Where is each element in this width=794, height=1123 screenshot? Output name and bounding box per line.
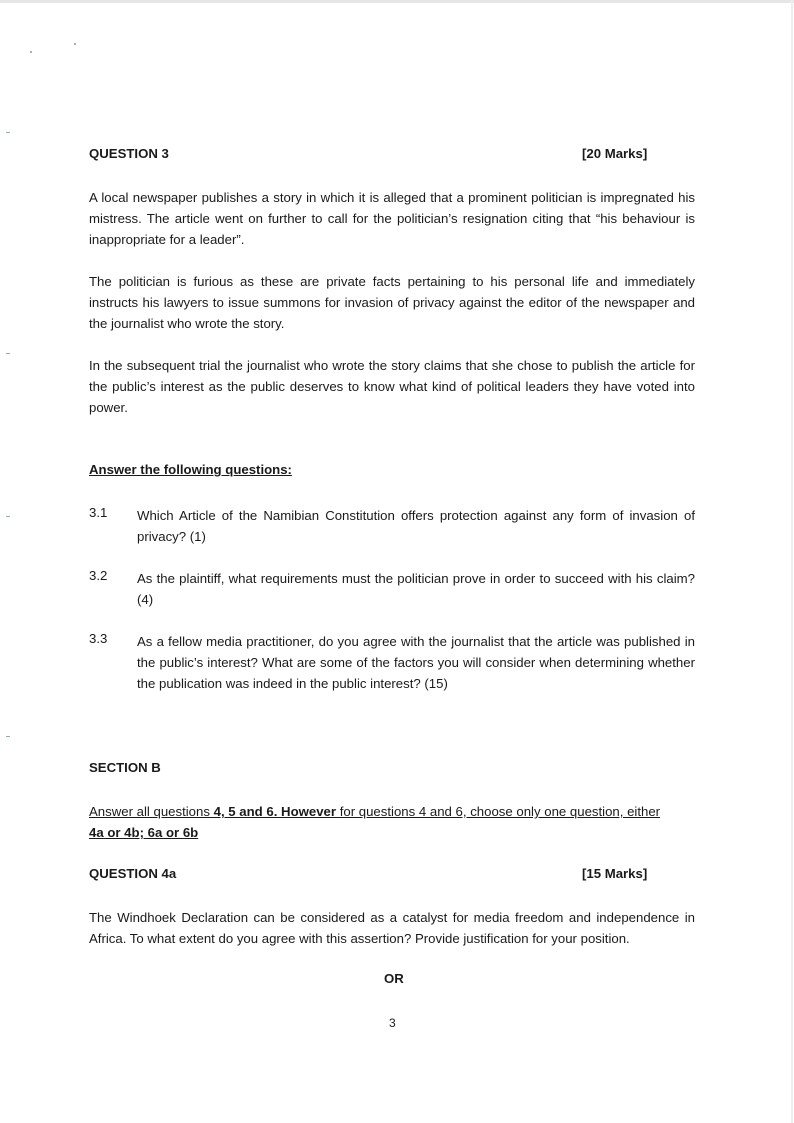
- question-4a-text: The Windhoek Declaration can be considered as a catalyst for media freedom and independence in Africa. To what extent do you agree with this assertion? Provide justification for your position.: [89, 910, 695, 946]
- scan-edge-right: [791, 0, 793, 1123]
- scan-margin-mark: [6, 132, 10, 133]
- section-b-instruction-part: for questions 4 and 6, choose only one question, either: [336, 804, 661, 819]
- question-3-title: QUESTION 3: [89, 146, 169, 161]
- question-number: 3.3: [89, 631, 108, 646]
- question-3-paragraph: A local newspaper publishes a story in which it is alleged that a prominent politician is impregnated his mistress. The article went on further to call for the politician’s resignation citing that “his behaviour is inappropriate for a leader”.: [89, 190, 695, 247]
- scan-margin-mark: [6, 736, 10, 737]
- page-number: 3: [389, 1016, 396, 1030]
- question-3-paragraph: In the subsequent trial the journalist who wrote the story claims that she chose to publish the article for the public’s interest as the public deserves to know what kind of political leaders they have voted into power.: [89, 358, 695, 415]
- section-b-instruction-part: 4, 5 and 6. However: [213, 804, 337, 819]
- question-text: As a fellow media practitioner, do you agree with the journalist that the article was published in the public’s interest? What are some of the factors you will consider when determining whether the publication was indeed in the public interest? (15): [137, 634, 695, 691]
- question-3-marks: [20 Marks]: [582, 146, 648, 161]
- question-text: As the plaintiff, what requirements must the politician prove in order to succeed with his claim? (4): [137, 571, 695, 607]
- question-text: Which Article of the Namibian Constitution offers protection against any form of invasion of privacy? (1): [137, 508, 695, 544]
- or-label: OR: [384, 971, 404, 986]
- scan-edge-top: [0, 0, 794, 3]
- scan-speck: [74, 43, 76, 45]
- scan-margin-mark: [6, 353, 10, 354]
- section-b-instruction: [89, 801, 695, 843]
- question-3-paragraph: The politician is furious as these are private facts pertaining to his personal life and immediately instructs his lawyers to issue summons for invasion of privacy against the editor of the newspaper and the journalist who wrote the story.: [89, 274, 695, 331]
- question-4a-title: QUESTION 4a: [89, 866, 177, 881]
- question-number: 3.2: [89, 568, 108, 583]
- answer-instruction: Answer the following questions:: [89, 462, 292, 477]
- question-4a-marks: [15 Marks]: [582, 866, 648, 881]
- question-number: 3.1: [89, 505, 108, 520]
- section-b-title: SECTION B: [89, 760, 161, 775]
- scan-speck: [30, 51, 32, 53]
- section-b-instruction-part: Answer all questions: [89, 804, 214, 819]
- scan-margin-mark: [6, 516, 10, 517]
- section-b-instruction-part: 4a or 4b; 6a or 6b: [89, 825, 199, 840]
